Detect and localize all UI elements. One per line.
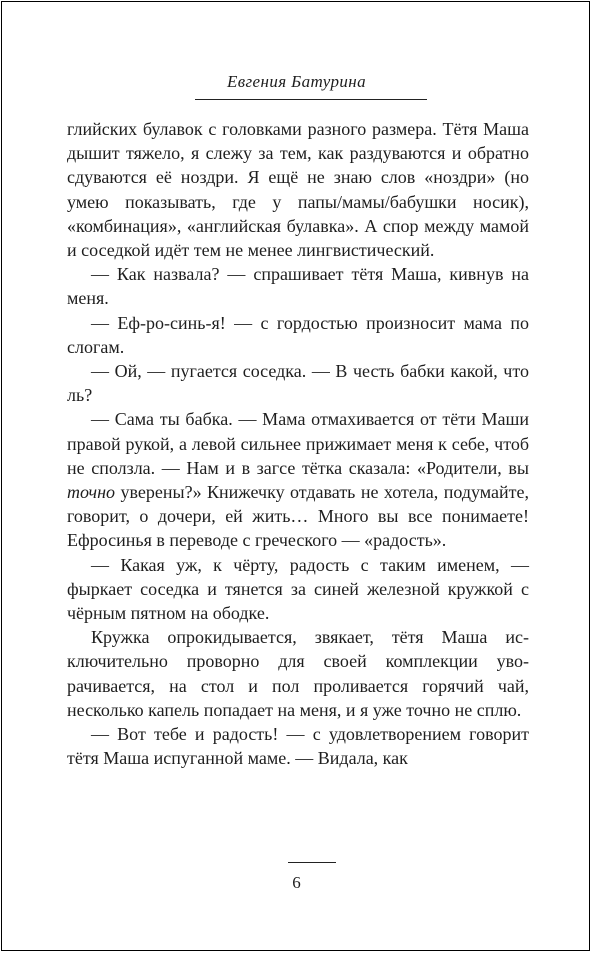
- paragraph-7: Кружка опрокидывается, звякает, тётя Маша исключительно проворно для своей комплекции уворачивается, на стол и пол проливается горячий чай, несколько капель попадает на меня, и я уже точно не сплю.: [67, 627, 529, 720]
- page-number: 6: [292, 873, 301, 892]
- paragraph-8: — Вот тебе и радость! — с удовлетворением говорит тётя Маша испуганной маме. — Видала, как: [67, 724, 529, 769]
- paragraph-5-before: — Сама ты бабка. — Мама отмахивается от тёти Маши правой рукой, а левой сильнее прижимает меня к себе, чтоб не сползла. — Нам и в загсе тётка сказала: «Родители, вы: [67, 409, 529, 478]
- footer-rule: [288, 862, 336, 863]
- body-text: [67, 117, 529, 770]
- paragraph-5: [67, 407, 529, 552]
- paragraph-1: глийских булавок с головками разного размера. Тётя Маша дышит тяжело, я слежу за тем, как раздуваются и обратно сдуваются её ноздри. Я ещё не знаю слов «ноздри» (но умею показывать, где у папы/мамы/бабушки носик), «комбинация», «английская булавка». А спор между мамой и соседкой идёт тем не менее лингвистический.: [67, 119, 529, 261]
- paragraph-2: — Как назвала? — спрашивает тётя Маша, кивнув на меня.: [67, 264, 529, 309]
- paragraph-3: — Еф-ро-синь-я! — с гордостью произносит мама по слогам.: [67, 312, 529, 357]
- header-rule: [195, 99, 427, 100]
- paragraph-5-after: уверены?» Книжечку отдавать не хотела, подумайте, говорит, о дочери, ей жить… Много вы все понимаете! Ефросинья в переводе с греческого — «радость».: [67, 482, 529, 551]
- paragraph-4: — Ой, — пугается соседка. — В честь бабки какой, что ль?: [67, 361, 529, 406]
- running-header-author: Евгения Батурина: [226, 72, 367, 91]
- paragraph-5-emphasis: точно: [67, 482, 116, 503]
- paragraph-6: — Какая уж, к чёрту, радость с таким именем, — фыркает соседка и тянется за синей железной кружкой с чёрным пятном на ободке.: [67, 554, 529, 624]
